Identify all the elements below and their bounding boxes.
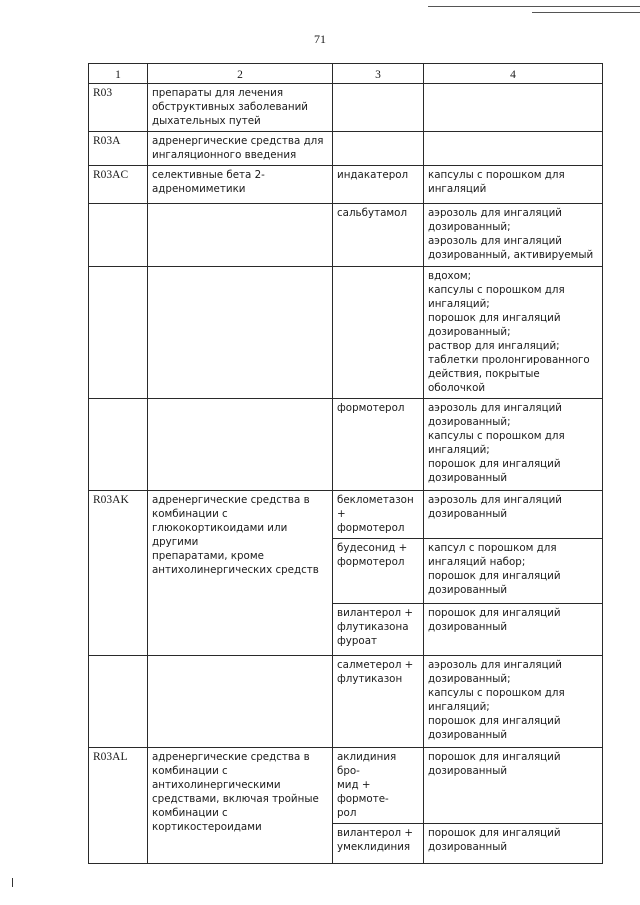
group-cell: препараты для лечения обструктивных заболеваний дыхательных путей (148, 84, 333, 132)
drug-cell: сальбутамол (333, 204, 424, 267)
drug-cell (333, 132, 424, 166)
form-cell: капсул с порошком для ингаляций набор; порошок для ингаляций дозированный (424, 539, 603, 604)
drug-cell (333, 267, 424, 399)
drug-cell: индакатерол (333, 166, 424, 204)
table-row (89, 491, 603, 539)
atc-code-cell (89, 656, 148, 748)
form-cell: порошок для ингаляций дозированный (424, 824, 603, 864)
header-cell-3: 3 (333, 64, 424, 84)
table-row (89, 166, 603, 204)
group-cell (148, 656, 333, 748)
group-cell: адренергические средства в комбинации с антихолинергическими средствами, включая тройные комбинации с кортикостероидами (148, 748, 333, 864)
header-cell-1: 1 (89, 64, 148, 84)
drug-cell: салметерол + флутиказон (333, 656, 424, 748)
atc-code-cell (89, 204, 148, 267)
atc-code-cell: R03AL (89, 748, 148, 864)
group-cell (148, 204, 333, 267)
drug-cell: беклометазон + формотерол (333, 491, 424, 539)
drug-cell: формотерол (333, 399, 424, 491)
table-row (89, 84, 603, 132)
form-cell: аэрозоль для ингаляций дозированный; капсулы с порошком для ингаляций; порошок для ингаляций дозированный (424, 656, 603, 748)
atc-code-cell (89, 399, 148, 491)
table-header-row (89, 64, 603, 84)
form-cell: капсулы с порошком для ингаляций (424, 166, 603, 204)
atc-code-cell (89, 267, 148, 399)
group-cell: селективные бета 2- адреномиметики (148, 166, 333, 204)
table-row (89, 267, 603, 399)
table-row (89, 132, 603, 166)
drug-cell: вилантерол + флутиказона фуроат (333, 604, 424, 656)
form-cell: вдохом; капсулы с порошком для ингаляций; порошок для ингаляций дозированный; раствор для ингаляций; таблетки пролонгированного действия, покрытые оболочкой (424, 267, 603, 399)
form-cell: порошок для ингаляций дозированный (424, 748, 603, 824)
page-number: 71 (314, 32, 326, 46)
atc-code-cell: R03 (89, 84, 148, 132)
header-cell-2: 2 (148, 64, 333, 84)
table-row (89, 748, 603, 824)
group-cell (148, 267, 333, 399)
top-edge-rule (428, 6, 640, 7)
form-cell: порошок для ингаляций дозированный (424, 604, 603, 656)
scan-margin-mark (12, 878, 13, 887)
atc-code-cell: R03AK (89, 491, 148, 656)
table-row (89, 399, 603, 491)
table-row (89, 204, 603, 267)
top-edge-rule (532, 12, 640, 13)
form-cell: аэрозоль для ингаляций дозированный; аэрозоль для ингаляций дозированный, активируемый (424, 204, 603, 267)
atc-code-cell: R03AC (89, 166, 148, 204)
form-cell: аэрозоль для ингаляций дозированный; капсулы с порошком для ингаляций; порошок для ингаляций дозированный (424, 399, 603, 491)
atc-code-cell: R03A (89, 132, 148, 166)
form-cell (424, 132, 603, 166)
form-cell: аэрозоль для ингаляций дозированный (424, 491, 603, 539)
drug-cell (333, 84, 424, 132)
group-cell (148, 399, 333, 491)
table-row (89, 656, 603, 748)
medicines-table (88, 63, 603, 864)
drug-cell: вилантерол + умеклидиния (333, 824, 424, 864)
drug-cell: будесонид + формотерол (333, 539, 424, 604)
form-cell (424, 84, 603, 132)
header-cell-4: 4 (424, 64, 603, 84)
group-cell: адренергические средства в комбинации с глюкокортикоидами или другими препаратами, кроме антихолинергических средств (148, 491, 333, 656)
group-cell: адренергические средства для ингаляционного введения (148, 132, 333, 166)
drug-cell: аклидиния бро- мид + формоте- рол (333, 748, 424, 824)
